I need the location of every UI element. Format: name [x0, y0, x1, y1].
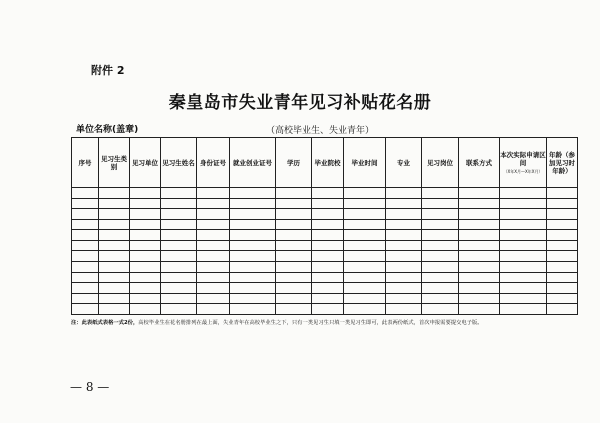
table-cell — [386, 293, 422, 304]
table-cell — [547, 283, 578, 294]
table-cell — [344, 283, 386, 294]
page-title: 秦皇岛市失业青年见习补贴花名册 — [168, 93, 432, 113]
table-cell — [422, 198, 459, 209]
col-header-id-number: 身份证号 — [197, 138, 230, 188]
col-header-contact: 联系方式 — [459, 138, 500, 188]
table-cell — [130, 262, 161, 273]
table-cell — [72, 188, 99, 199]
table-cell — [230, 262, 276, 273]
table-cell — [197, 283, 230, 294]
table-cell — [386, 209, 422, 220]
table-cell — [197, 230, 230, 241]
table-cell — [130, 293, 161, 304]
table-cell — [161, 209, 197, 220]
footnote-body: 高校毕业生在花名册排列在最上面，失业青年在高校毕业生之下，只有一类见习生只填一类见习生即可，此表两份纸式，首次申报需要提交电子版。 — [138, 320, 483, 326]
table-cell — [197, 209, 230, 220]
table-cell — [197, 262, 230, 273]
table-cell — [312, 262, 344, 273]
table-header-row — [72, 138, 578, 188]
page-subtitle: （高校毕业生、失业青年） — [265, 126, 374, 136]
table-cell — [72, 251, 99, 262]
table-cell — [197, 198, 230, 209]
table-cell — [130, 209, 161, 220]
table-cell — [276, 293, 312, 304]
table-row — [72, 283, 578, 294]
table-cell — [459, 293, 500, 304]
col-header-graduation-date: 毕业时间 — [344, 138, 386, 188]
table-cell — [312, 272, 344, 283]
table-cell — [344, 293, 386, 304]
table-cell — [99, 240, 130, 251]
table-cell — [547, 262, 578, 273]
table-cell — [312, 219, 344, 230]
table-cell — [344, 219, 386, 230]
table-cell — [72, 198, 99, 209]
table-cell — [197, 240, 230, 251]
table-cell — [99, 209, 130, 220]
table-cell — [161, 198, 197, 209]
table-cell — [161, 293, 197, 304]
unit-name-label: 单位名称(盖章) — [76, 125, 139, 135]
table-cell — [386, 262, 422, 273]
table-cell — [72, 209, 99, 220]
table-cell — [344, 251, 386, 262]
table-row — [72, 293, 578, 304]
table-cell — [547, 304, 578, 315]
table-cell — [500, 209, 547, 220]
table-cell — [547, 209, 578, 220]
table-cell — [230, 283, 276, 294]
table-cell — [500, 240, 547, 251]
table-cell — [422, 272, 459, 283]
table-cell — [72, 219, 99, 230]
table-cell — [500, 198, 547, 209]
table-cell — [422, 188, 459, 199]
table-cell — [547, 251, 578, 262]
table-cell — [130, 230, 161, 241]
table-cell — [161, 272, 197, 283]
table-cell — [161, 219, 197, 230]
table-cell — [230, 272, 276, 283]
table-cell — [312, 230, 344, 241]
table-cell — [422, 283, 459, 294]
table-cell — [547, 293, 578, 304]
footnote-lead: 注：此表纸式表格一式2份， — [71, 320, 139, 326]
table-cell — [99, 251, 130, 262]
table-cell — [312, 188, 344, 199]
table-cell — [386, 251, 422, 262]
table-cell — [161, 251, 197, 262]
col-header-trainee-name: 见习生姓名 — [161, 138, 197, 188]
table-cell — [312, 240, 344, 251]
table-cell — [276, 219, 312, 230]
table-cell — [459, 188, 500, 199]
table-row — [72, 272, 578, 283]
table-cell — [422, 262, 459, 273]
table-cell — [99, 283, 130, 294]
table-cell — [547, 198, 578, 209]
table-cell — [99, 304, 130, 315]
table-cell — [312, 304, 344, 315]
table-cell — [386, 240, 422, 251]
table-cell — [459, 251, 500, 262]
col-header-education: 学历 — [276, 138, 312, 188]
table-cell — [72, 272, 99, 283]
table-cell — [99, 230, 130, 241]
table-cell — [459, 219, 500, 230]
table-cell — [459, 240, 500, 251]
table-cell — [130, 272, 161, 283]
table-cell — [344, 262, 386, 273]
table-cell — [276, 230, 312, 241]
table-row — [72, 240, 578, 251]
attachment-label: 附件 2 — [91, 64, 125, 77]
table-cell — [422, 240, 459, 251]
table-cell — [547, 188, 578, 199]
table-cell — [130, 283, 161, 294]
col-header-application-interval — [500, 138, 547, 188]
table-cell — [230, 304, 276, 315]
table-cell — [72, 230, 99, 241]
table-cell — [344, 272, 386, 283]
table-cell — [386, 230, 422, 241]
footnote — [71, 320, 591, 327]
table-cell — [344, 230, 386, 241]
table-cell — [500, 219, 547, 230]
table-cell — [230, 230, 276, 241]
table-cell — [422, 304, 459, 315]
subsidy-register-table — [71, 137, 578, 315]
table-cell — [547, 219, 578, 230]
table-body — [72, 188, 578, 315]
table-cell — [276, 240, 312, 251]
table-cell — [344, 188, 386, 199]
table-cell — [312, 251, 344, 262]
table-cell — [161, 304, 197, 315]
table-cell — [459, 283, 500, 294]
table-cell — [230, 293, 276, 304]
table-cell — [276, 188, 312, 199]
table-cell — [500, 230, 547, 241]
col-header-employment-cert: 就业创业证号 — [230, 138, 276, 188]
table-cell — [130, 240, 161, 251]
table-cell — [161, 188, 197, 199]
table-cell — [547, 240, 578, 251]
table-row — [72, 304, 578, 315]
table-cell — [99, 188, 130, 199]
table-cell — [197, 251, 230, 262]
table-cell — [312, 198, 344, 209]
table-cell — [459, 272, 500, 283]
table-cell — [99, 262, 130, 273]
table-cell — [161, 283, 197, 294]
table-cell — [459, 262, 500, 273]
table-cell — [547, 272, 578, 283]
table-cell — [130, 304, 161, 315]
col-header-age: 年龄（参加见习时年龄） — [547, 138, 578, 188]
table-cell — [386, 304, 422, 315]
table-cell — [161, 240, 197, 251]
table-cell — [312, 209, 344, 220]
table-cell — [459, 304, 500, 315]
table-cell — [197, 293, 230, 304]
table-cell — [500, 272, 547, 283]
table-cell — [344, 240, 386, 251]
table-cell — [386, 198, 422, 209]
table-cell — [459, 230, 500, 241]
table-cell — [197, 304, 230, 315]
table-cell — [72, 283, 99, 294]
table-cell — [422, 219, 459, 230]
table-cell — [130, 251, 161, 262]
table-cell — [99, 198, 130, 209]
table-cell — [197, 188, 230, 199]
table-cell — [161, 230, 197, 241]
col-header-index: 序号 — [72, 138, 99, 188]
interval-format-note: （X年X月—X年X月） — [503, 169, 543, 174]
table-cell — [72, 240, 99, 251]
table-cell — [230, 219, 276, 230]
table-cell — [276, 283, 312, 294]
table-cell — [230, 240, 276, 251]
table-row — [72, 188, 578, 199]
table-cell — [500, 293, 547, 304]
table-cell — [99, 219, 130, 230]
table-row — [72, 230, 578, 241]
table-cell — [130, 219, 161, 230]
table-cell — [312, 283, 344, 294]
col-header-trainee-position: 见习岗位 — [422, 138, 459, 188]
table-cell — [276, 304, 312, 315]
table-cell — [130, 188, 161, 199]
table-cell — [500, 251, 547, 262]
col-header-school: 毕业院校 — [312, 138, 344, 188]
table-cell — [72, 262, 99, 273]
table-cell — [276, 209, 312, 220]
table-cell — [422, 230, 459, 241]
table-cell — [459, 209, 500, 220]
table-cell — [500, 262, 547, 273]
table-cell — [99, 293, 130, 304]
table-cell — [344, 198, 386, 209]
table-cell — [422, 293, 459, 304]
table-row — [72, 251, 578, 262]
col-header-trainee-unit: 见习单位 — [130, 138, 161, 188]
table-cell — [230, 188, 276, 199]
table-cell — [312, 293, 344, 304]
table-cell — [161, 262, 197, 273]
col-header-major: 专业 — [386, 138, 422, 188]
page-number: — 8 — — [70, 380, 110, 394]
table-cell — [130, 198, 161, 209]
table-cell — [386, 283, 422, 294]
table-cell — [99, 272, 130, 283]
table-cell — [276, 251, 312, 262]
table-cell — [344, 209, 386, 220]
table-cell — [386, 272, 422, 283]
col-header-trainee-type: 见习生类别 — [99, 138, 130, 188]
table-cell — [72, 293, 99, 304]
table-cell — [276, 262, 312, 273]
table-cell — [500, 188, 547, 199]
table-cell — [230, 209, 276, 220]
table-cell — [422, 209, 459, 220]
table-row — [72, 209, 578, 220]
table-cell — [386, 219, 422, 230]
table-cell — [230, 251, 276, 262]
table-cell — [197, 219, 230, 230]
table-cell — [72, 304, 99, 315]
table-cell — [230, 198, 276, 209]
table-cell — [547, 230, 578, 241]
table-cell — [276, 272, 312, 283]
table-row — [72, 262, 578, 273]
table-cell — [386, 188, 422, 199]
table-cell — [276, 198, 312, 209]
interval-header-label: 本次实际申请区间 — [500, 151, 546, 167]
table-cell — [344, 304, 386, 315]
table-cell — [422, 251, 459, 262]
table-row — [72, 198, 578, 209]
table-row — [72, 219, 578, 230]
table-cell — [197, 272, 230, 283]
table-cell — [500, 283, 547, 294]
table-cell — [459, 198, 500, 209]
table-cell — [500, 304, 547, 315]
